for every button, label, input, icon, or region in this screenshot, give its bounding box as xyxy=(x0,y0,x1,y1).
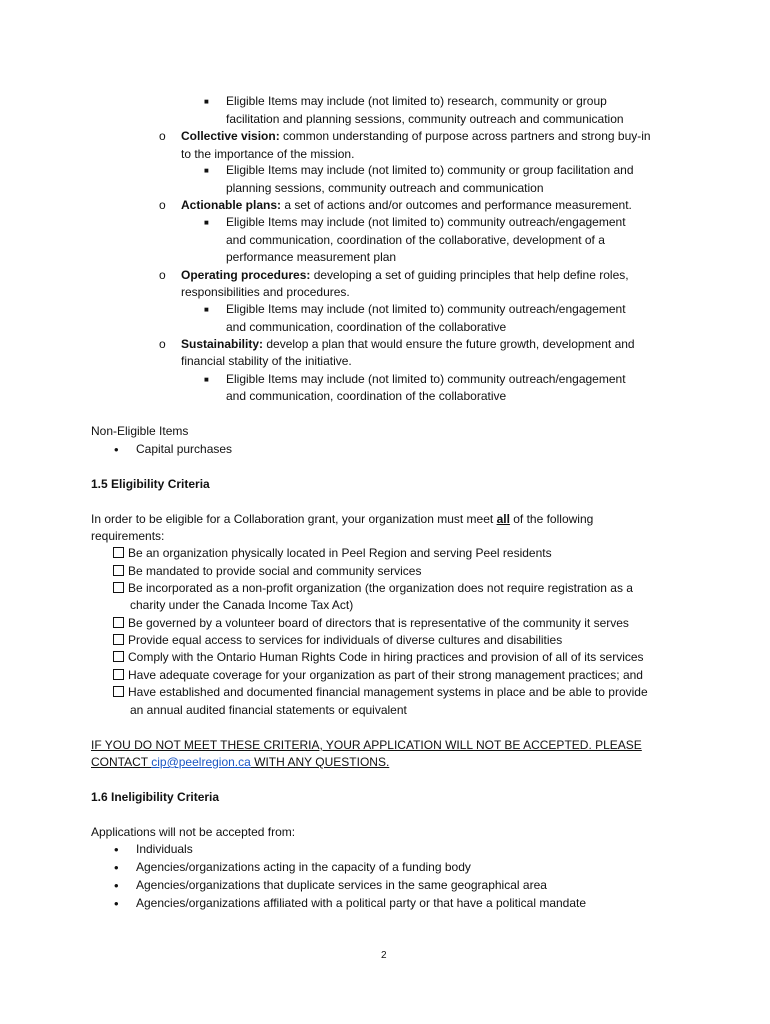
email-link[interactable]: cip@peelregion.ca xyxy=(151,755,251,769)
list-item-operating-procedures xyxy=(181,267,629,284)
description-line: financial stability of the initiative. xyxy=(181,354,352,368)
checkbox-icon xyxy=(113,565,124,576)
sub-item-line: Eligible Items may include (not limited to) community or group facilitation and xyxy=(226,163,634,177)
term: Collective vision: xyxy=(181,129,280,143)
bullet-icon: • xyxy=(114,842,119,857)
sub-item-line: and communication, coordination of the collaborative xyxy=(226,320,507,334)
checklist-item-continued: an annual audited financial statements or equivalent xyxy=(130,703,407,717)
bullet-icon: • xyxy=(114,442,119,457)
term: Actionable plans: xyxy=(181,198,282,212)
bullet-icon: • xyxy=(114,878,119,893)
section-heading: 1.6 Ineligibility Criteria xyxy=(91,790,220,804)
sub-item-line: performance measurement plan xyxy=(226,250,397,264)
warning-contact: CONTACT cip@peelregion.ca WITH ANY QUESTIONS. xyxy=(91,755,390,769)
checkbox-icon xyxy=(113,617,124,628)
list-item-sustainability xyxy=(181,336,635,353)
eligibility-intro: In order to be eligible for a Collaboration grant, your organization must meet all of the following xyxy=(91,512,594,526)
bullet-icon: • xyxy=(114,860,119,875)
sub-item-line: and communication, coordination of the collaborative, development of a xyxy=(226,233,605,247)
description: developing a set of guiding principles that help define roles, xyxy=(310,268,629,282)
page-number: 2 xyxy=(381,950,387,961)
ineligibility-intro: Applications will not be accepted from: xyxy=(91,825,296,839)
warning-text: IF YOU DO NOT MEET THESE CRITERIA, YOUR APPLICATION WILL NOT BE ACCEPTED. PLEASE xyxy=(91,738,642,752)
circle-bullet-icon: o xyxy=(159,129,166,143)
checklist-item: Be mandated to provide social and community services xyxy=(113,563,421,580)
checklist-item: Comply with the Ontario Human Rights Code in hiring practices and provision of all of its services xyxy=(113,649,644,666)
description: develop a plan that would ensure the future growth, development and xyxy=(263,337,635,351)
eligibility-intro-line: requirements: xyxy=(91,529,165,543)
list-item: Individuals xyxy=(136,842,193,856)
list-item-actionable-plans xyxy=(181,197,632,214)
checklist-item: Be an organization physically located in Peel Region and serving Peel residents xyxy=(113,545,552,562)
checkbox-icon xyxy=(113,634,124,645)
square-bullet-icon: ■ xyxy=(204,375,209,384)
checklist-item: Provide equal access to services for individuals of diverse cultures and disabilities xyxy=(113,632,562,649)
term: Operating procedures: xyxy=(181,268,311,282)
checkbox-icon xyxy=(113,686,124,697)
circle-bullet-icon: o xyxy=(159,268,166,282)
sub-item-line: and communication, coordination of the collaborative xyxy=(226,389,507,403)
checklist-item-continued: charity under the Canada Income Tax Act) xyxy=(130,598,354,612)
checkbox-icon xyxy=(113,582,124,593)
checklist-item: Be incorporated as a non-profit organization (the organization does not require registration as a xyxy=(113,580,633,597)
square-bullet-icon: ■ xyxy=(204,97,209,106)
description-line: to the importance of the mission. xyxy=(181,147,355,161)
checkbox-icon xyxy=(113,651,124,662)
list-item: Agencies/organizations that duplicate services in the same geographical area xyxy=(136,878,547,892)
checklist-item: Be governed by a volunteer board of directors that is representative of the community it serves xyxy=(113,615,629,632)
section-heading: 1.5 Eligibility Criteria xyxy=(91,477,210,491)
checklist-item: Have adequate coverage for your organization as part of their strong management practices; and xyxy=(113,667,643,684)
checklist-item: Have established and documented financial management systems in place and be able to provide xyxy=(113,684,648,701)
bullet-icon: • xyxy=(114,896,119,911)
sub-item-line: Eligible Items may include (not limited to) community outreach/engagement xyxy=(226,372,626,386)
square-bullet-icon: ■ xyxy=(204,218,209,227)
circle-bullet-icon: o xyxy=(159,337,166,351)
description: a set of actions and/or outcomes and performance measurement. xyxy=(281,198,632,212)
circle-bullet-icon: o xyxy=(159,198,166,212)
non-eligible-heading: Non-Eligible Items xyxy=(91,424,189,438)
sub-item-line: Eligible Items may include (not limited to) community outreach/engagement xyxy=(226,302,626,316)
term: Sustainability: xyxy=(181,337,264,351)
sub-item-line: facilitation and planning sessions, community outreach and communication xyxy=(226,112,624,126)
sub-item-line: Eligible Items may include (not limited to) community outreach/engagement xyxy=(226,215,626,229)
list-item: Agencies/organizations affiliated with a political party or that have a political mandate xyxy=(136,896,587,910)
list-item-collective-vision xyxy=(181,128,651,145)
list-item: Capital purchases xyxy=(136,442,233,456)
description-line: responsibilities and procedures. xyxy=(181,285,350,299)
checkbox-icon xyxy=(113,547,124,558)
square-bullet-icon: ■ xyxy=(204,166,209,175)
list-item: Agencies/organizations acting in the capacity of a funding body xyxy=(136,860,471,874)
description: common understanding of purpose across partners and strong buy-in xyxy=(279,129,651,143)
square-bullet-icon: ■ xyxy=(204,305,209,314)
checkbox-icon xyxy=(113,669,124,680)
sub-item-line: Eligible Items may include (not limited to) research, community or group xyxy=(226,94,607,108)
sub-item-line: planning sessions, community outreach and communication xyxy=(226,181,544,195)
